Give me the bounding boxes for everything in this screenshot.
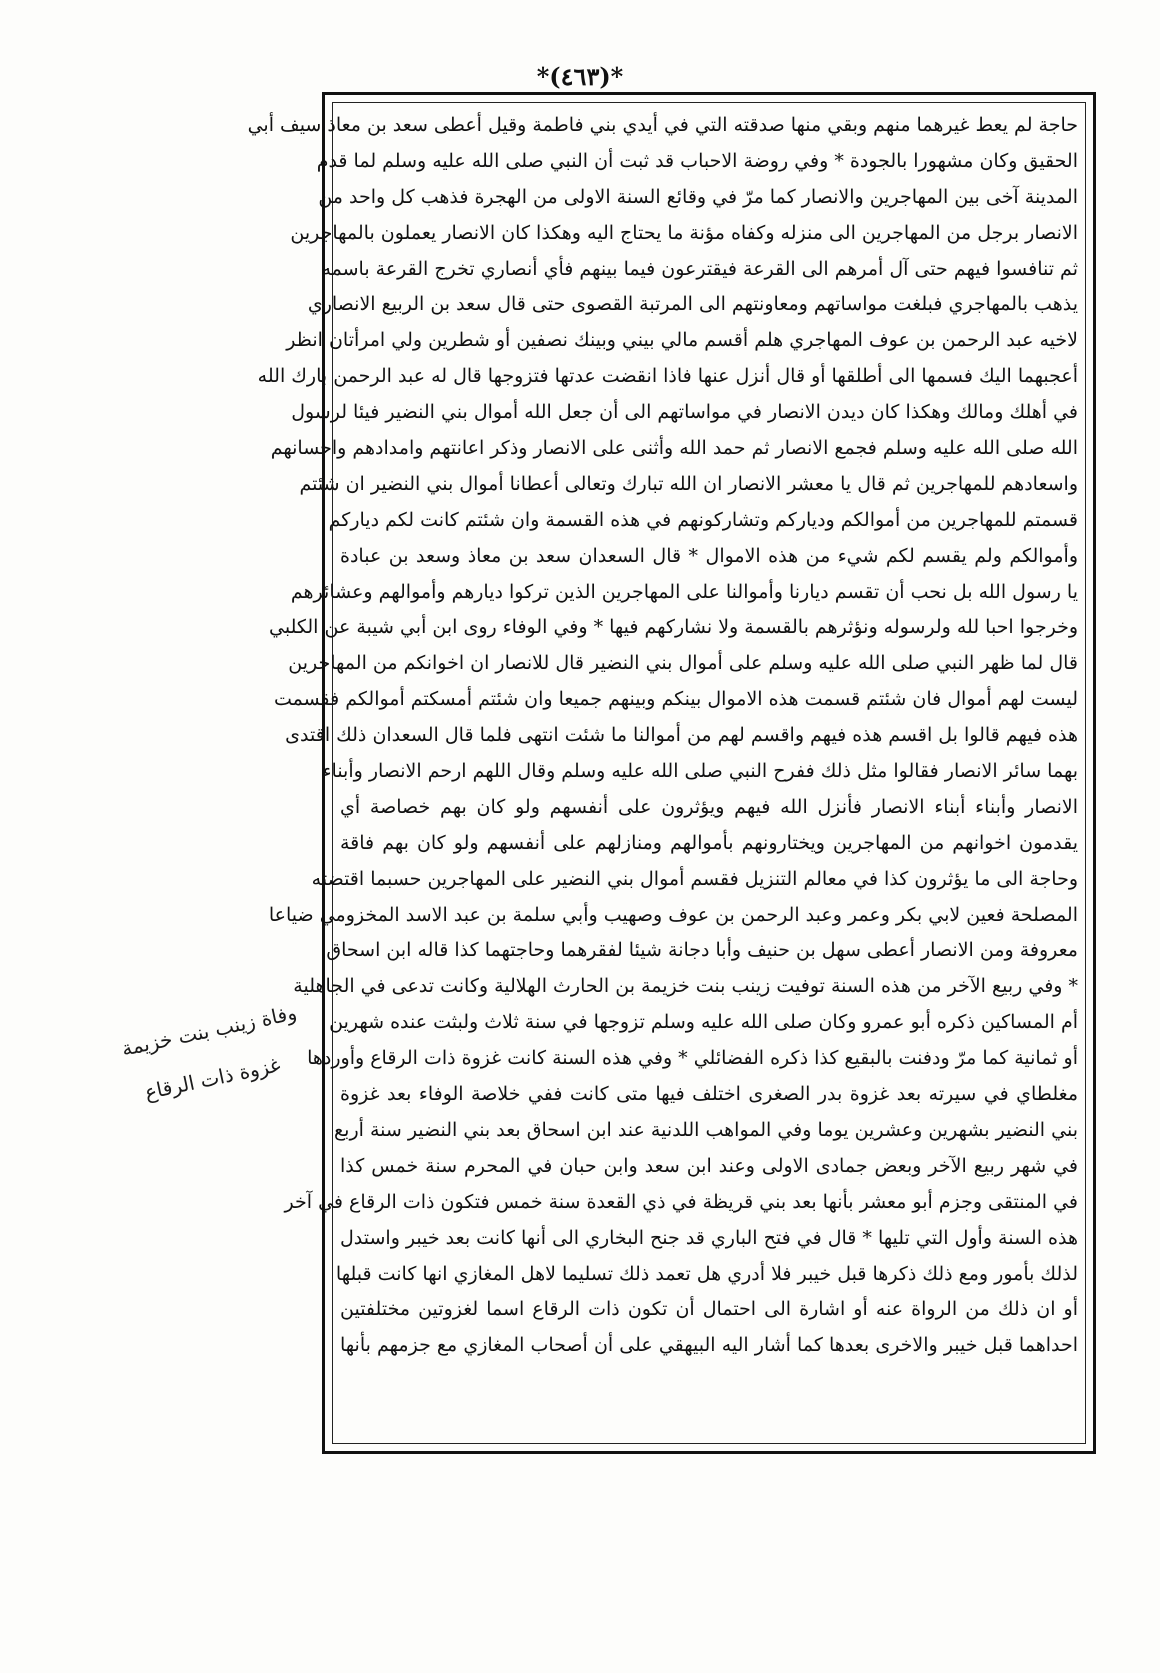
text-line: مغلطاي في سيرته بعد غزوة بدر الصغرى اختلف فيها متى كانت ففي خلاصة الوفاء بعد غزوة	[340, 1083, 1078, 1106]
text-line: يقدمون اخوانهم من المهاجرين ويختارونهم بأموالهم ومنازلهم على أنفسهم ولو كان بهم فاقة	[340, 831, 1078, 854]
margin-note-zaynab: وفاة زينب بنت خزيمة	[119, 1000, 299, 1061]
text-line: يذهب بالمهاجري فبلغت مواساتهم ومعاونتهم الى المرتبة القصوى حتى قال سعد بن الربيع الانصاري	[307, 293, 1078, 316]
text-line: هذه فيهم قالوا بل اقسم هذه فيهم واقسم لهم من أموالنا ما شئت انتهى فلما قال السعدان ذلك اقتدى	[285, 724, 1078, 747]
text-line: حاجة لم يعط غيرهما منهم وبقي منها صدقته التي في أيدي بني فاطمة وقيل أعطى سعد بن معاذ سيف أبي	[247, 114, 1078, 136]
text-line: الانصار وأبناء أبناء الانصار فأنزل الله فيهم ويؤثرون على أنفسهم ولو كان بهم خصاصة أي	[340, 795, 1078, 818]
text-line: وأموالكم ولم يقسم لكم شيء من هذه الاموال * قال السعدان سعد بن معاذ وسعد بن عبادة	[340, 544, 1078, 567]
text-line: في المنتقى وجزم أبو معشر بأنها بعد بني قريظة في ذي القعدة سنة خمس فتكون ذات الرقاع في آخر	[284, 1190, 1078, 1213]
text-line: * وفي ربيع الآخر من هذه السنة توفيت زينب بنت خزيمة بن الحارث الهلالية وكانت تدعى في الجاهلية	[293, 975, 1078, 998]
text-line: وحاجة الى ما يؤثرون كذا في معالم التنزيل فقسم أموال بني النضير على المهاجرين حسبما اقتضته	[311, 867, 1078, 890]
text-line: الانصار برجل من المهاجرين الى منزله وكفاه مؤنة ما يحتاج اليه وهكذا كان الانصار يعملون بالمهاجرين	[290, 221, 1078, 244]
text-line: الله صلى الله عليه وسلم فجمع الانصار ثم حمد الله وأثنى على الانصار وذكر اعانتهم وامدادهم واحسانهم	[270, 437, 1078, 460]
main-text-block	[247, 108, 1078, 1438]
text-line: معروفة ومن الانصار أعطى سهل بن حنيف وأبا دجانة شيئا لفقرهما وحاجتهما كذا قاله ابن اسحاق	[326, 939, 1078, 962]
text-line: يا رسول الله بل نحب أن تقسم ديارنا وأموالنا على المهاجرين الذين تركوا ديارهم وأموالهم وعشائرهم	[290, 580, 1078, 603]
text-line: ليست لهم أموال فان شئتم قسمت هذه الاموال بينكم وبينهم جميعا وان شئتم أمسكتم أموالكم فقسمت	[273, 688, 1078, 711]
text-line: أو ان ذلك من الرواة عنه أو اشارة الى احتمال أن تكون ذات الرقاع اسما لغزوتين مختلفتين	[340, 1298, 1078, 1321]
text-line: لاخيه عبد الرحمن بن عوف المهاجري هلم أقسم مالي بيني وبينك نصفين أو شطرين ولي امرأتان انظر	[286, 329, 1078, 352]
text-line: المدينة آخى بين المهاجرين والانصار كما مرّ في وقائع السنة الاولى من الهجرة فذهب كل واحد من	[318, 185, 1078, 208]
text-line: هذه السنة وأول التي تليها * قال في فتح الباري قد جنح البخاري الى أنها كانت بعد خيبر واستدل	[340, 1226, 1078, 1249]
text-line: وخرجوا احبا لله ولرسوله ونؤثرهم بالقسمة ولا نشاركهم فيها * وفي الوفاء روى ابن أبي شيبة عن الكلبي	[269, 616, 1078, 639]
text-line: لذلك بأمور ومع ذلك ذكرها قبل خيبر فلا أدري هل تعمد ذلك تسليما لاهل المغازي انها كانت قبلها	[335, 1262, 1078, 1285]
margin-note-dhat-al-riqa: غزوة ذات الرقاع	[142, 1052, 283, 1105]
text-line: في أهلك ومالك وهكذا كان ديدن الانصار في مواساتهم الى أن جعل الله أموال بني النضير فيئا لرسول	[291, 401, 1078, 424]
text-line: أو ثمانية كما مرّ ودفنت بالبقيع كذا ذكره الفضائلي * وفي هذه السنة كانت غزوة ذات الرقاع وأوردها	[307, 1047, 1078, 1070]
text-line: أعجبهما اليك فسمها الى أطلقها أو قال أنزل عنها فاذا انقضت عدتها فتزوجها قال له عبد الرحمن بارك الله	[257, 365, 1078, 388]
text-line: المصلحة فعين لابي بكر وعمر وعبد الرحمن بن عوف وصهيب وأبي سلمة بن عبد الاسد المخزومي ضياعا	[268, 903, 1078, 926]
text-line: ثم تنافسوا فيهم حتى آل أمرهم الى القرعة فيقترعون فيما بينهم فأي أنصاري تخرج القرعة باسمه	[321, 257, 1078, 280]
text-line: قال لما ظهر النبي صلى الله عليه وسلم على أموال بني النضير قال للانصار ان اخوانكم من المهاجرين	[288, 652, 1078, 675]
text-line: احداهما قبل خيبر والاخرى بعدها كما أشار اليه البيهقي على أن أصحاب المغازي مع جزمهم بأنها	[340, 1334, 1078, 1357]
text-line: بني النضير بشهرين وعشرين يوما وفي المواهب اللدنية عند ابن اسحاق بعد بني النضير سنة أربع	[334, 1118, 1078, 1141]
page-number: *(٤٦٣)*	[536, 62, 624, 91]
text-line: أم المساكين ذكره أبو عمرو وكان صلى الله عليه وسلم تزوجها في سنة ثلاث ولبثت عنده شهرين	[329, 1011, 1078, 1034]
text-line: بهما سائر الانصار فقالوا مثل ذلك ففرح النبي صلى الله عليه وسلم وقال اللهم ارحم الانصار وأبناء	[322, 760, 1078, 783]
text-line: الحقيق وكان مشهورا بالجودة * وفي روضة الاحباب قد ثبت أن النبي صلى الله عليه وسلم لما قدم	[316, 149, 1078, 172]
text-line: واسعادهم للمهاجرين ثم قال يا معشر الانصار ان الله تبارك وتعالى أعطانا أموال بني النضير ان شئتم	[299, 472, 1078, 495]
text-line: في شهر ربيع الآخر وبعض جمادى الاولى وعند ابن سعد وابن حبان في المحرم سنة خمس كذا	[340, 1154, 1078, 1177]
text-line: قسمتم للمهاجرين من أموالكم ودياركم وتشاركونهم في هذه القسمة وان شئتم كانت لكم دياركم	[328, 508, 1078, 531]
